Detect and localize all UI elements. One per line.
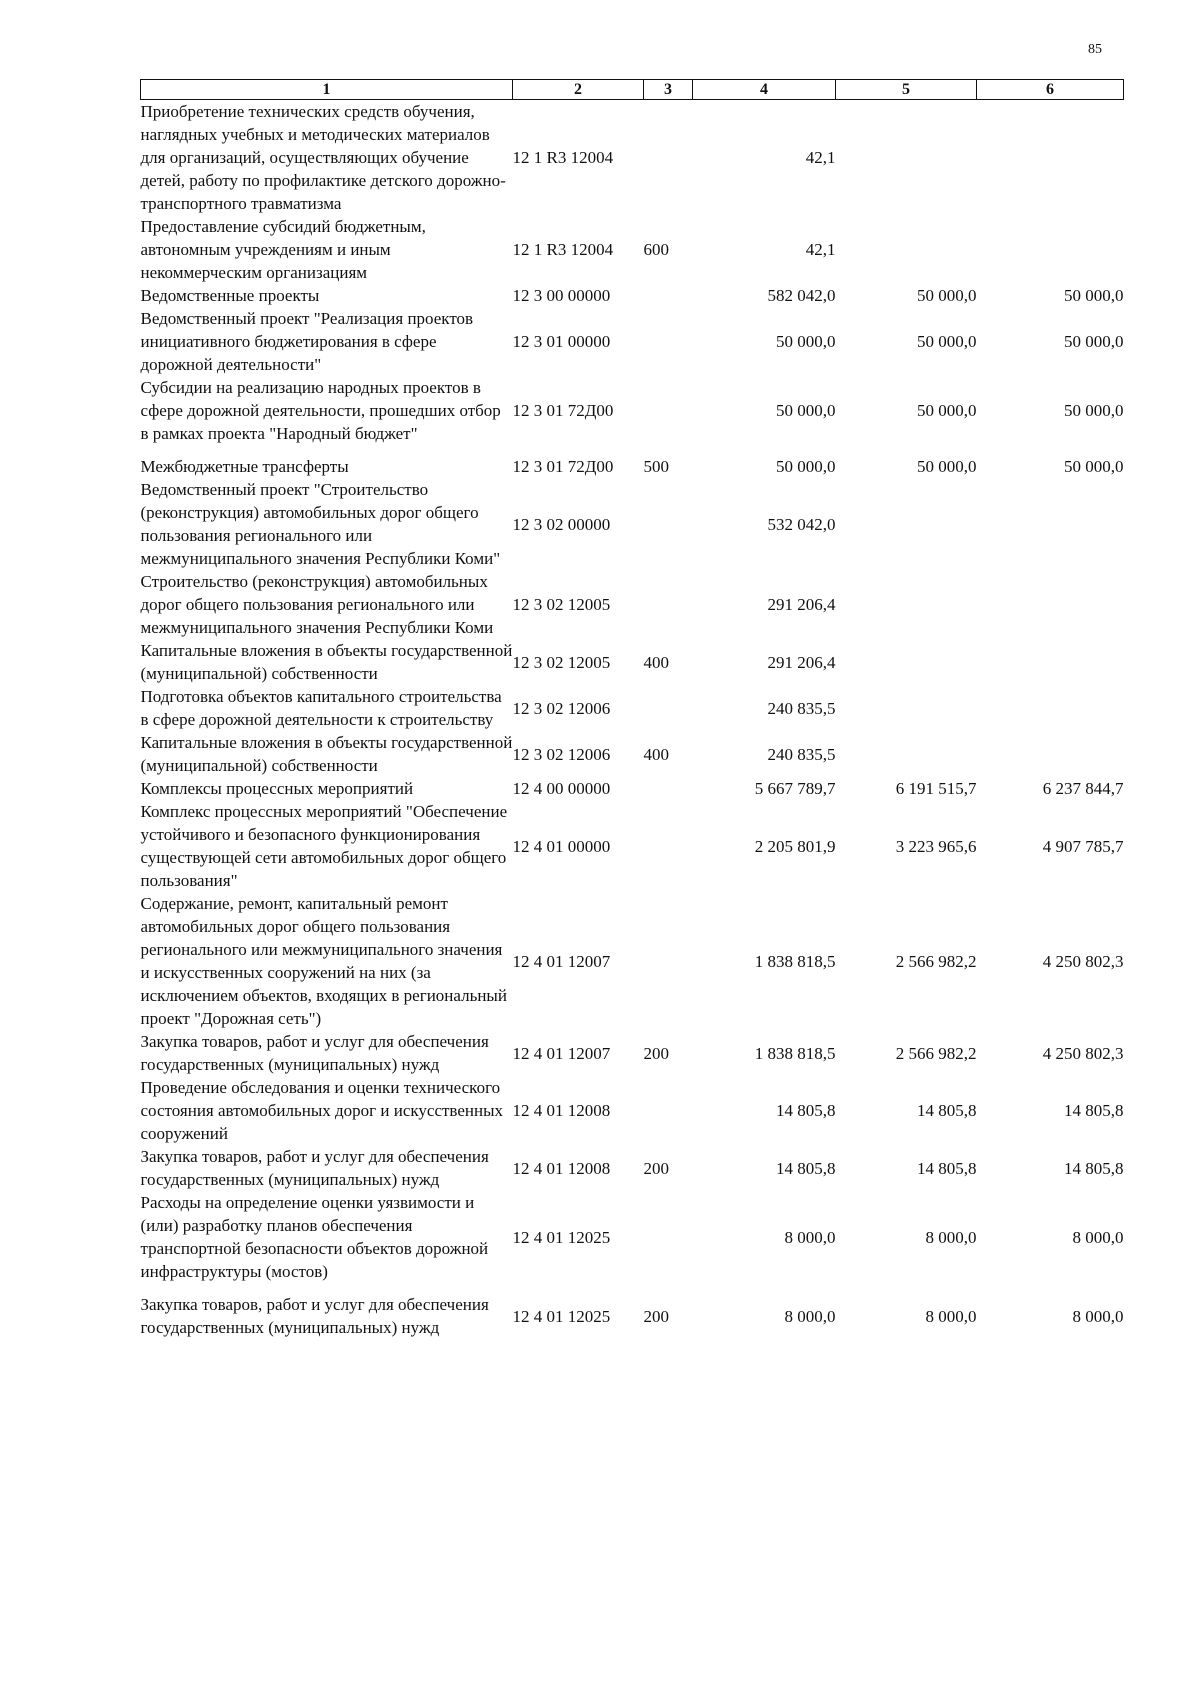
row-expense-type-cell: 600 — [643, 240, 669, 259]
row-code-cell: 12 3 02 12006 — [512, 698, 611, 718]
row-value-col4-cell: 2 205 801,9 — [754, 836, 836, 856]
row-code-cell: 12 3 02 12005 — [512, 595, 611, 614]
row-expense-type-cell — [644, 478, 693, 570]
row-value-col6-cell — [977, 215, 1124, 284]
row-value-col5-cell: 2 566 982,2 — [895, 1043, 977, 1063]
header-col-1: 1 — [141, 80, 513, 100]
budget-table — [140, 79, 1124, 1339]
row-expense-type-cell: 400 — [643, 652, 669, 672]
row-expense-type-cell: 500 — [643, 457, 669, 476]
header-col-6: 6 — [977, 80, 1124, 100]
row-name-cell: Закупка товаров, работ и услуг для обеспечения государственных (муниципальных) нужд — [140, 1147, 489, 1189]
row-code-cell: 12 4 01 12025 — [512, 1306, 611, 1326]
row-expense-type-cell: 200 — [643, 1158, 669, 1178]
row-value-col4-cell: 14 805,8 — [776, 1101, 836, 1120]
header-row — [141, 80, 1124, 100]
row-value-col5-cell: 50 000,0 — [917, 332, 977, 351]
row-code-cell: 12 4 01 12008 — [512, 1158, 611, 1178]
row-value-col6-cell — [977, 731, 1124, 777]
row-value-col4-cell: 50 000,0 — [776, 401, 836, 420]
row-name-cell: Комплексы процессных мероприятий — [140, 779, 414, 798]
row-name-cell: Ведомственные проекты — [140, 286, 320, 305]
table-row — [141, 478, 1124, 570]
row-name-cell: Межбюджетные трансферты — [140, 457, 349, 476]
table-row — [141, 307, 1124, 376]
row-code-cell: 12 4 00 00000 — [512, 779, 611, 798]
row-value-col5-cell — [836, 685, 977, 731]
row-name-cell: Капитальные вложения в объекты государственной (муниципальной) собственности — [140, 641, 513, 683]
row-name-cell: Капитальные вложения в объекты государственной (муниципальной) собственности — [140, 733, 513, 775]
row-expense-type-cell — [644, 777, 693, 800]
row-value-col6-cell: 8 000,0 — [1072, 1227, 1124, 1247]
table-row — [141, 685, 1124, 731]
row-value-col6-cell: 50 000,0 — [1064, 286, 1124, 305]
row-code-cell: 12 3 01 00000 — [512, 332, 611, 351]
row-expense-type-cell: 400 — [643, 744, 669, 764]
header-col-4: 4 — [693, 80, 836, 100]
row-value-col4-cell: 50 000,0 — [776, 457, 836, 476]
row-expense-type-cell — [644, 376, 693, 455]
table-row — [141, 215, 1124, 284]
table-row — [141, 1293, 1124, 1339]
row-value-col4-cell: 532 042,0 — [767, 514, 836, 534]
row-code-cell: 12 1 R3 12004 — [512, 240, 614, 259]
row-code-cell: 12 3 02 12006 — [512, 744, 611, 764]
row-code-cell: 12 1 R3 12004 — [512, 148, 614, 167]
table-row — [141, 455, 1124, 478]
row-value-col6-cell — [977, 570, 1124, 639]
row-value-col5-cell: 8 000,0 — [925, 1306, 977, 1326]
row-value-col5-cell: 8 000,0 — [925, 1227, 977, 1247]
row-name-cell: Комплекс процессных мероприятий "Обеспечение устойчивого и безопасного функционирования существующей сети автомобильных дорог общего пользования" — [140, 802, 508, 890]
row-value-col4-cell: 50 000,0 — [776, 332, 836, 351]
row-code-cell: 12 4 01 12025 — [512, 1227, 611, 1247]
row-value-col4-cell: 1 838 818,5 — [754, 1043, 836, 1063]
row-value-col4-cell: 5 667 789,7 — [754, 779, 836, 798]
table-row — [141, 1030, 1124, 1076]
row-value-col5-cell — [836, 100, 977, 216]
row-name-cell: Ведомственный проект "Реализация проектов инициативного бюджетирования в сфере дорожной деятельности" — [140, 309, 474, 374]
row-code-cell: 12 4 01 12007 — [512, 1043, 611, 1063]
table-row — [141, 892, 1124, 1030]
row-value-col4-cell: 582 042,0 — [767, 286, 836, 305]
row-expense-type-cell: 200 — [643, 1043, 669, 1063]
row-value-col6-cell: 50 000,0 — [1064, 401, 1124, 420]
row-value-col6-cell — [977, 685, 1124, 731]
row-value-col4-cell: 1 838 818,5 — [754, 951, 836, 971]
row-value-col5-cell: 50 000,0 — [917, 457, 977, 476]
table-row — [141, 639, 1124, 685]
table-row — [141, 376, 1124, 455]
table-row — [141, 284, 1124, 307]
row-expense-type-cell — [644, 1191, 693, 1293]
row-expense-type-cell — [644, 1076, 693, 1145]
row-value-col5-cell: 14 805,8 — [917, 1158, 977, 1178]
row-value-col6-cell: 50 000,0 — [1064, 332, 1124, 351]
row-value-col4-cell: 291 206,4 — [767, 652, 836, 672]
row-value-col6-cell: 4 250 802,3 — [1042, 951, 1124, 971]
table-row — [141, 800, 1124, 892]
page-number: 85 — [1088, 42, 1102, 57]
row-value-col4-cell: 8 000,0 — [784, 1227, 836, 1247]
row-value-col6-cell: 6 237 844,7 — [1042, 779, 1124, 798]
row-code-cell: 12 3 02 12005 — [512, 652, 611, 672]
table-row — [141, 570, 1124, 639]
row-value-col5-cell — [836, 570, 977, 639]
row-value-col4-cell: 42,1 — [805, 148, 836, 167]
header-col-2: 2 — [513, 80, 644, 100]
row-expense-type-cell — [644, 100, 693, 216]
row-name-cell: Расходы на определение оценки уязвимости и (или) разработку планов обеспечения транспортной безопасности объектов дорожной инфраструктуры (мостов) — [140, 1193, 489, 1281]
row-value-col5-cell: 3 223 965,6 — [895, 836, 977, 856]
row-name-cell: Субсидии на реализацию народных проектов в сфере дорожной деятельности, прошедших отбор в рамках проекта "Народный бюджет" — [140, 378, 501, 443]
row-code-cell: 12 4 01 12008 — [512, 1101, 611, 1120]
table-row — [141, 100, 1124, 216]
table-row — [141, 777, 1124, 800]
table-body — [141, 100, 1124, 1340]
row-value-col4-cell: 291 206,4 — [767, 595, 836, 614]
table-header — [141, 80, 1124, 100]
row-code-cell: 12 3 02 00000 — [512, 514, 611, 534]
table-row — [141, 1191, 1124, 1293]
row-value-col6-cell: 4 907 785,7 — [1042, 836, 1124, 856]
row-value-col5-cell — [836, 215, 977, 284]
row-value-col5-cell: 14 805,8 — [917, 1101, 977, 1120]
row-code-cell: 12 3 01 72Д00 — [512, 401, 614, 420]
row-code-cell: 12 3 01 72Д00 — [512, 457, 614, 476]
row-value-col6-cell — [977, 478, 1124, 570]
row-name-cell: Строительство (реконструкция) автомобильных дорог общего пользования регионального или межмуниципального значения Республики Коми — [140, 572, 494, 637]
row-value-col5-cell — [836, 639, 977, 685]
table-row — [141, 731, 1124, 777]
row-value-col4-cell: 42,1 — [805, 240, 836, 259]
row-expense-type-cell — [644, 685, 693, 731]
row-value-col5-cell: 2 566 982,2 — [895, 951, 977, 971]
row-expense-type-cell — [644, 892, 693, 1030]
row-value-col5-cell: 50 000,0 — [917, 401, 977, 420]
row-value-col4-cell: 14 805,8 — [776, 1158, 836, 1178]
row-expense-type-cell: 200 — [643, 1306, 669, 1326]
row-value-col6-cell: 8 000,0 — [1072, 1306, 1124, 1326]
row-expense-type-cell — [644, 800, 693, 892]
row-name-cell: Содержание, ремонт, капитальный ремонт автомобильных дорог общего пользования регионального или межмуниципального значения и искусственных сооружений на них (за исключением объектов, входящих в региональный проект "Дорожная сеть") — [140, 894, 507, 1028]
row-value-col6-cell: 4 250 802,3 — [1042, 1043, 1124, 1063]
row-expense-type-cell — [644, 570, 693, 639]
table-row — [141, 1076, 1124, 1145]
row-name-cell: Проведение обследования и оценки технического состояния автомобильных дорог и искусственных сооружений — [140, 1078, 504, 1143]
row-value-col6-cell: 14 805,8 — [1064, 1101, 1124, 1120]
row-value-col6-cell: 50 000,0 — [1064, 457, 1124, 476]
row-value-col4-cell: 240 835,5 — [767, 698, 836, 718]
row-value-col6-cell: 14 805,8 — [1064, 1158, 1124, 1178]
row-name-cell: Приобретение технических средств обучения, наглядных учебных и методических материалов для организаций, осуществляющих обучение детей, работу по профилактике детского дорожно-транспортного травматизма — [140, 102, 506, 213]
row-name-cell: Ведомственный проект "Строительство (реконструкция) автомобильных дорог общего пользования регионального или межмуниципального значения Республики Коми" — [140, 480, 501, 568]
table-row — [141, 1145, 1124, 1191]
row-value-col4-cell: 8 000,0 — [784, 1306, 836, 1326]
row-value-col5-cell: 50 000,0 — [917, 286, 977, 305]
row-name-cell: Подготовка объектов капитального строительства в сфере дорожной деятельности к строительству — [140, 687, 502, 729]
row-value-col4-cell: 240 835,5 — [767, 744, 836, 764]
row-name-cell: Предоставление субсидий бюджетным, автономным учреждениям и иным некоммерческим организациям — [140, 217, 426, 282]
row-name-cell: Закупка товаров, работ и услуг для обеспечения государственных (муниципальных) нужд — [140, 1032, 489, 1074]
header-col-3: 3 — [644, 80, 693, 100]
row-expense-type-cell — [644, 284, 693, 307]
row-expense-type-cell — [644, 307, 693, 376]
header-col-5: 5 — [836, 80, 977, 100]
row-value-col5-cell: 6 191 515,7 — [895, 779, 977, 798]
row-value-col6-cell — [977, 639, 1124, 685]
row-code-cell: 12 3 00 00000 — [512, 286, 611, 305]
row-value-col5-cell — [836, 731, 977, 777]
row-value-col6-cell — [977, 100, 1124, 216]
row-code-cell: 12 4 01 00000 — [512, 836, 611, 856]
row-value-col5-cell — [836, 478, 977, 570]
row-code-cell: 12 4 01 12007 — [512, 951, 611, 971]
row-name-cell: Закупка товаров, работ и услуг для обеспечения государственных (муниципальных) нужд — [140, 1295, 489, 1337]
